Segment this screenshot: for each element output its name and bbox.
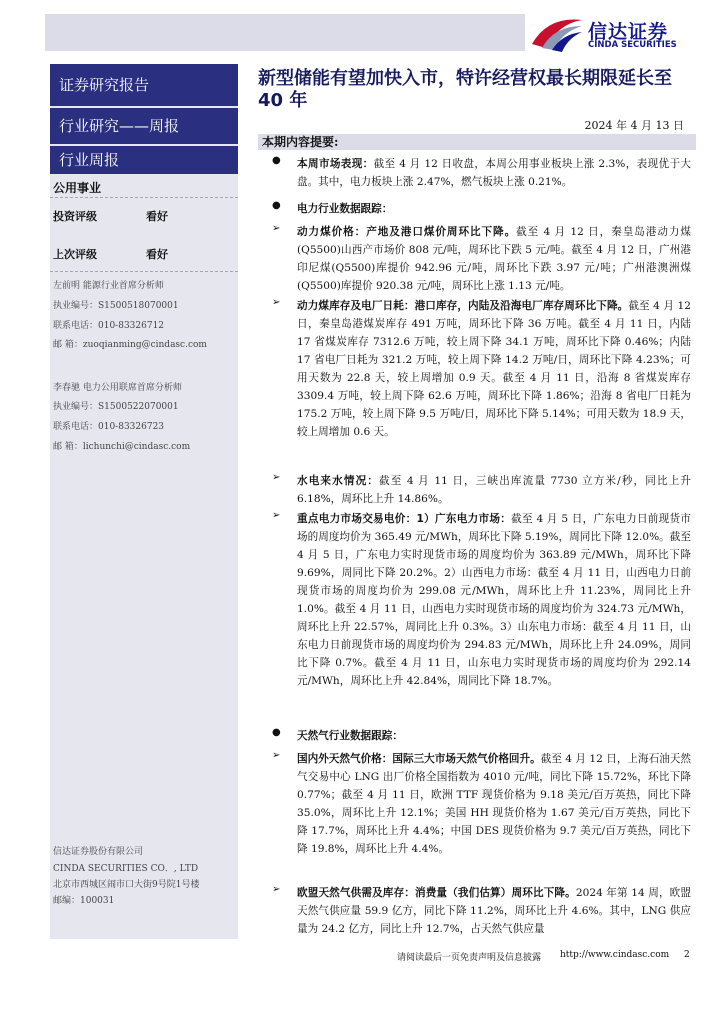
- logo-swoosh-icon: [528, 14, 584, 54]
- summary-item: [297, 472, 691, 508]
- bullet-arrow-icon: ➢: [272, 472, 281, 483]
- company-logo: [528, 14, 708, 54]
- analyst-1-email: 邮 箱：zuoqianming@cindasc.com: [53, 340, 207, 350]
- summary-item: [297, 884, 691, 938]
- summary-item-heading: 动力煤价格：产地及港口煤价周环比下降。: [297, 226, 517, 238]
- footer-disclaimer: 请阅读最后一页免责声明及信息披露: [397, 953, 542, 963]
- summary-item-heading: 天然气行业数据跟踪：: [297, 730, 403, 742]
- bullet-arrow-icon: ➢: [272, 750, 281, 761]
- summary-item-heading: 本周市场表现：: [297, 158, 374, 170]
- report-date: 2024 年 4 月 13 日: [584, 119, 684, 132]
- page-number: 2: [684, 950, 690, 960]
- summary-heading: 本期内容提要:: [258, 134, 696, 150]
- summary-item-text: 2024 年第 14 周，欧盟天然气供应量 59.9 亿方，同比下降 11.2%，周环比上升 4.6%。其中，LNG 供应量为 24.2 亿方，同比上升 12.7%，占天然气供应量: [297, 887, 691, 935]
- summary-item-text: 截至 4 月 11 日，三峡出库流量 7730 立方米/秒，同比上升 6.18%，周环比上升 14.86%。: [297, 475, 692, 505]
- page-title: 新型储能有望加快入市，特许经营权最长期限延长至 40 年: [258, 68, 672, 111]
- header-banner: [45, 14, 525, 51]
- analyst-2-email: 邮 箱：lichunchi@cindasc.com: [53, 442, 191, 452]
- summary-item-text: 截至 4 月 12 日收盘，本周公用事业板块上涨 2.3%，表现优于大盘。其中，电力板块上涨 2.47%，燃气板块上涨 0.21%。: [297, 158, 691, 188]
- summary-item: [297, 200, 691, 218]
- summary-item: [297, 750, 691, 858]
- summary-item-text: 截至 4 月 12 日，秦皇岛港动力煤(Q5500)山西产市场价 808 元/吨，周环比下跌 5 元/吨。截至 4 月 12 日，广州港印尼煤(Q5500)库提价 942.96 元/吨，周环比下跌 3.97 元/吨；广州港澳洲煤(Q5500)库提价 920.38 元/吨，周环比上涨 1.13 元/吨。: [297, 226, 691, 292]
- prev-rating-value: 看好: [146, 248, 168, 261]
- summary-item-heading: 电力行业数据跟踪：: [297, 203, 393, 215]
- summary-item-heading: 水电来水情况：: [297, 475, 380, 487]
- analyst-1-phone: 联系电话：010-83326712: [53, 321, 165, 331]
- rating-label: 投资评级: [53, 210, 97, 223]
- bullet-dot-icon: ●: [272, 727, 281, 738]
- summary-item: [297, 727, 691, 745]
- bullet-arrow-icon: ➢: [272, 884, 281, 895]
- logo-text-cn: 信达证券: [588, 21, 669, 43]
- summary-item-heading: 国内外天然气价格：国际三大市场天然气价格回升。: [297, 753, 541, 765]
- analyst-1-id: 执业编号：S1500518070001: [53, 301, 179, 311]
- summary-item: [297, 155, 691, 191]
- summary-item-heading: 重点电力市场交易电价：1）广东电力市场：: [297, 513, 512, 525]
- report-subcategory: 行业周报: [50, 146, 238, 174]
- summary-item-heading: 欧盟天然气供需及库存：消费量（我们估算）周环比下降。: [297, 887, 576, 899]
- rating-value: 看好: [146, 210, 168, 223]
- sidebar: [50, 64, 238, 939]
- bullet-dot-icon: ●: [272, 200, 281, 211]
- report-type: 证券研究报告: [50, 64, 238, 106]
- bullet-dot-icon: ●: [272, 155, 281, 166]
- summary-item-text: 截至 4 月 5 日，广东电力日前现货市场的周度均价为 365.49 元/MWh，周环比下降 5.19%，周同比下降 12.0%。截至 4 月 5 日，广东电力实时现货市场的周度均价为 363.89 元/MWh，周环比下降 9.69%，周同比下降 20.2%。2）山西电力市场：截至 4 月 11 日，山西电力日前现货市场的周度均价为 299.08 元/MWh，周环比上升 11.23%，周同比上升 1.0%。截至 4 月 11 日，山西电力实时现货市场的周度均价为 324.73 元/MWh，周环比上升 22.57%，周同比上升 0.3%。3）山东电力市场：截至 4 月 11 日，山东电力日前现货市场的周度均价为 294.83 元/MWh，周环比上升 24.09%，周同比下降 0.7%。截至 4 月 11 日，山东电力实时现货市场的周度均价为 292.14 元/MWh，周环比上升 42.84%，周同比下降 18.7%。: [297, 513, 692, 687]
- company-postcode: 邮编：100031: [53, 896, 115, 906]
- analyst-1-name: 左前明 能源行业首席分析师: [53, 281, 164, 291]
- report-category: 行业研究——周报: [50, 108, 238, 144]
- company-address: 北京市西城区闹市口大街9号院1号楼: [53, 880, 200, 890]
- analyst-2-name: 李春驰 电力公用联席首席分析师: [53, 383, 182, 393]
- footer-url[interactable]: http://www.cindasc.com: [560, 950, 670, 960]
- logo-text-en: CINDA SECURITIES: [588, 40, 677, 50]
- summary-item: [297, 297, 691, 441]
- bullet-arrow-icon: ➢: [272, 297, 281, 308]
- company-name-cn: 信达证券股份有限公司: [53, 847, 144, 857]
- summary-item-text: 截至 4 月 12 日，上海石油天然气交易中心 LNG 出厂价格全国指数为 4010 元/吨，同比下降 15.72%，环比下降 0.77%；截至 4 月 11 日，欧洲 TTF 现货价格为 9.18 美元/百万英热，同比下降 35.0%，周环比上升 12.1%；美国 HH 现货价格为 1.67 美元/百万英热，同比下降 17.7%，周环比上升 4.4%；中国 DES 现货价格为 9.7 美元/百万英热，同比下降 19.8%，周环比上升 4.4%。: [297, 753, 691, 855]
- prev-rating-label: 上次评级: [53, 248, 97, 261]
- divider: [50, 271, 238, 272]
- bullet-arrow-icon: ➢: [272, 223, 281, 234]
- divider: [50, 197, 238, 198]
- company-name-en: CINDA SECURITIES CO．, LTD: [53, 864, 199, 874]
- analyst-2-id: 执业编号：S1500522070001: [53, 402, 179, 412]
- industry-name: 公用事业: [53, 181, 102, 195]
- analyst-2-phone: 联系电话：010-83326723: [53, 422, 165, 432]
- summary-item: [297, 223, 691, 295]
- bullet-arrow-icon: ➢: [272, 510, 281, 521]
- summary-item-text: 截至 4 月 12 日，秦皇岛港煤炭库存 491 万吨，周环比下降 36 万吨。截至 4 月 11 日，内陆 17 省煤炭库存 7312.6 万吨，较上周下降 34.1 万吨，周环比下降 0.46%；内陆 17 省电厂日耗为 321.2 万吨，较上周下降 14.2 万吨/日，周环比下降 4.23%；可用天数为 22.8 天，较上周增加 0.9 天。截至 4 月 11 日，沿海 8 省煤炭库存 3309.4 万吨，较上周下降 62.6 万吨，周环比下降 1.86%；沿海 8 省电厂日耗为 175.2 万吨，较上周下降 9.5 万吨/日，周环比下降 5.14%；可用天数为 18.9 天，较上周增加 0.6 天。: [297, 300, 691, 438]
- summary-item: [297, 510, 691, 690]
- summary-item-heading: 动力煤库存及电厂日耗：港口库存，内陆及沿海电厂库存周环比下降。: [297, 300, 629, 312]
